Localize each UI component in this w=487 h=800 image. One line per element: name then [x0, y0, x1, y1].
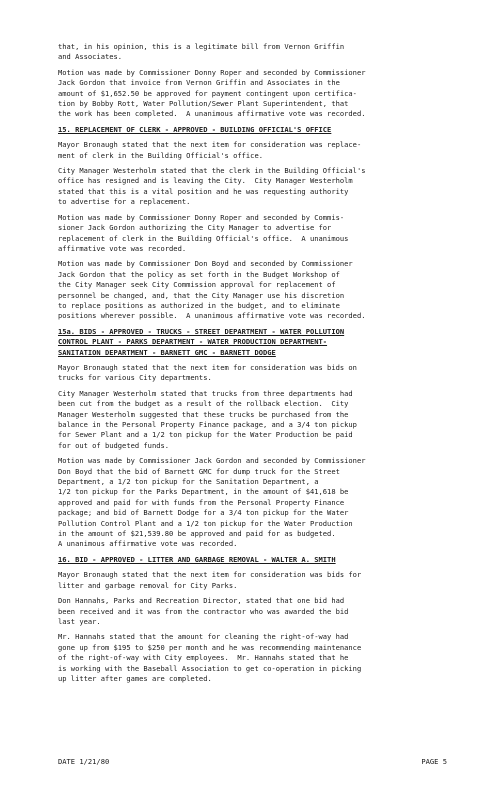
section-heading	[58, 125, 447, 135]
text-line: Motion was made by Commissioner Donny Roper and seconded by Commis-	[58, 212, 345, 222]
text-line: been received and it was from the contractor who was awarded the bid	[58, 606, 349, 616]
text-line: balance in the Personal Property Finance package, and a 3/4 ton pickup	[58, 420, 357, 429]
section-heading	[58, 555, 447, 565]
text-line: Mayor Bronaugh stated that the next item for consideration was bids on	[58, 362, 357, 372]
text-line: Jack Gordon that the policy as set forth in the Budget Workshop of	[58, 269, 340, 279]
text-line: been cut from the budget as a result of the rollback election. City	[58, 399, 349, 409]
text-line: sioner Jack Gordon authorizing the City Manager to advertise for	[58, 223, 332, 233]
page-footer	[58, 757, 447, 766]
text-line: City Manager Westerholm stated that trucks from three departments had	[58, 388, 353, 398]
text-line: Manager Westerholm suggested that these trucks be purchased from the	[58, 409, 349, 419]
text-line: personnel be changed, and, that the City Manager use his discretion	[58, 290, 345, 300]
paragraph	[58, 632, 447, 684]
text-line: 15. REPLACEMENT OF CLERK - APPROVED - BUILDING OFFICIAL'S OFFICE	[58, 124, 332, 134]
text-line: 1/2 ton pickup for the Parks Department, in the amount of $41,618 be	[58, 487, 349, 497]
text-line: to replace positions as authorized in the budget, and to eliminate	[58, 300, 340, 310]
text-line: Don Boyd that the bid of Barnett GMC for dump truck for the Street	[58, 466, 340, 476]
text-line: up litter after games are completed.	[58, 673, 212, 683]
text-line: amount of $1,652.50 be approved for payment contingent upon certifica-	[58, 88, 357, 98]
paragraph	[58, 166, 447, 208]
paragraph	[58, 42, 447, 63]
text-line: Mr. Hannahs stated that the amount for cleaning the right-of-way had	[58, 632, 349, 642]
text-line: last year.	[58, 616, 101, 626]
paragraph	[58, 213, 447, 255]
text-line: and Associates.	[58, 52, 123, 62]
paragraph	[58, 140, 447, 161]
text-line: to advertise for a replacement.	[58, 197, 191, 207]
footer-page-number: PAGE 5	[421, 757, 447, 766]
text-line: 15a. BIDS - APPROVED - TRUCKS - STREET DEPARTMENT - WATER POLLUTION	[58, 326, 345, 336]
text-line: in the amount of $21,539.80 be approved and paid for as budgeted.	[58, 529, 336, 539]
paragraph	[58, 456, 447, 550]
text-line: trucks for various City departments.	[58, 373, 212, 383]
text-line: affirmative vote was recorded.	[58, 243, 187, 253]
text-line: A unanimous affirmative vote was recorded.	[58, 539, 238, 549]
footer-date: DATE 1/21/80	[58, 757, 110, 766]
text-line: package; and bid of Barnett Dodge for a 3/4 ton pickup for the Water	[58, 508, 349, 518]
text-line: of the right-of-way with City employees. Mr. Hannahs stated that he	[58, 653, 349, 663]
paragraph	[58, 389, 447, 451]
text-line: that, in his opinion, this is a legitimate bill from Vernon Griffin	[58, 42, 345, 51]
text-line: is working with the Baseball Association to get co-operation in picking	[58, 663, 362, 673]
text-line: approved and paid for with funds from the Personal Property Finance	[58, 497, 345, 507]
text-line: for Sewer Plant and a 1/2 ton pickup for the Water Production be paid	[58, 430, 353, 440]
text-line: stated that this is a vital position and he was requesting authority	[58, 186, 349, 196]
text-line: Mayor Bronaugh stated that the next item for consideration was bids for	[58, 570, 362, 580]
text-line: the work has been completed. A unanimous affirmative vote was recorded.	[58, 109, 366, 119]
document-body	[58, 42, 447, 684]
text-line: Don Hannahs, Parks and Recreation Director, stated that one bid had	[58, 596, 345, 606]
paragraph	[58, 68, 447, 120]
text-line: 16. BID - APPROVED - LITTER AND GARBAGE REMOVAL - WALTER A. SMITH	[58, 554, 336, 564]
text-line: tion by Bobby Rott, Water Pollution/Sewer Plant Superintendent, that	[58, 99, 349, 109]
text-line: Jack Gordon that invoice from Vernon Griffin and Associates in the	[58, 78, 340, 88]
text-line: litter and garbage removal for City Parks.	[58, 580, 238, 590]
paragraph	[58, 570, 447, 591]
text-line: SANITATION DEPARTMENT - BARNETT GMC - BARNETT DODGE	[58, 347, 276, 357]
text-line: Mayor Bronaugh stated that the next item for consideration was replace-	[58, 140, 362, 150]
text-line: the City Manager seek City Commission approval for replacement of	[58, 280, 336, 290]
section-heading	[58, 327, 447, 358]
text-line: CONTROL PLANT - PARKS DEPARTMENT - WATER PRODUCTION DEPARTMENT-	[58, 337, 328, 347]
text-line: Department, a 1/2 ton pickup for the Sanitation Department, a	[58, 477, 319, 487]
paragraph	[58, 259, 447, 321]
text-line: Motion was made by Commissioner Jack Gordon and seconded by Commissioner	[58, 456, 366, 466]
text-line: gone up from $195 to $250 per month and he was recommending maintenance	[58, 642, 362, 652]
paragraph	[58, 363, 447, 384]
text-line: Motion was made by Commissioner Donny Roper and seconded by Commissioner	[58, 67, 366, 77]
text-line: positions wherever possible. A unanimous affirmative vote was recorded.	[58, 311, 366, 321]
text-line: replacement of clerk in the Building Official's office. A unanimous	[58, 233, 349, 243]
text-line: Pollution Control Plant and a 1/2 ton pickup for the Water Production	[58, 518, 353, 528]
paragraph	[58, 596, 447, 627]
text-line: ment of clerk in the Building Official's office.	[58, 150, 263, 160]
text-line: City Manager Westerholm stated that the clerk in the Building Official's	[58, 166, 366, 176]
text-line: Motion was made by Commissioner Don Boyd and seconded by Commissioner	[58, 259, 353, 269]
text-line: for out of budgeted funds.	[58, 440, 170, 450]
text-line: office has resigned and is leaving the City. City Manager Westerholm	[58, 176, 353, 186]
